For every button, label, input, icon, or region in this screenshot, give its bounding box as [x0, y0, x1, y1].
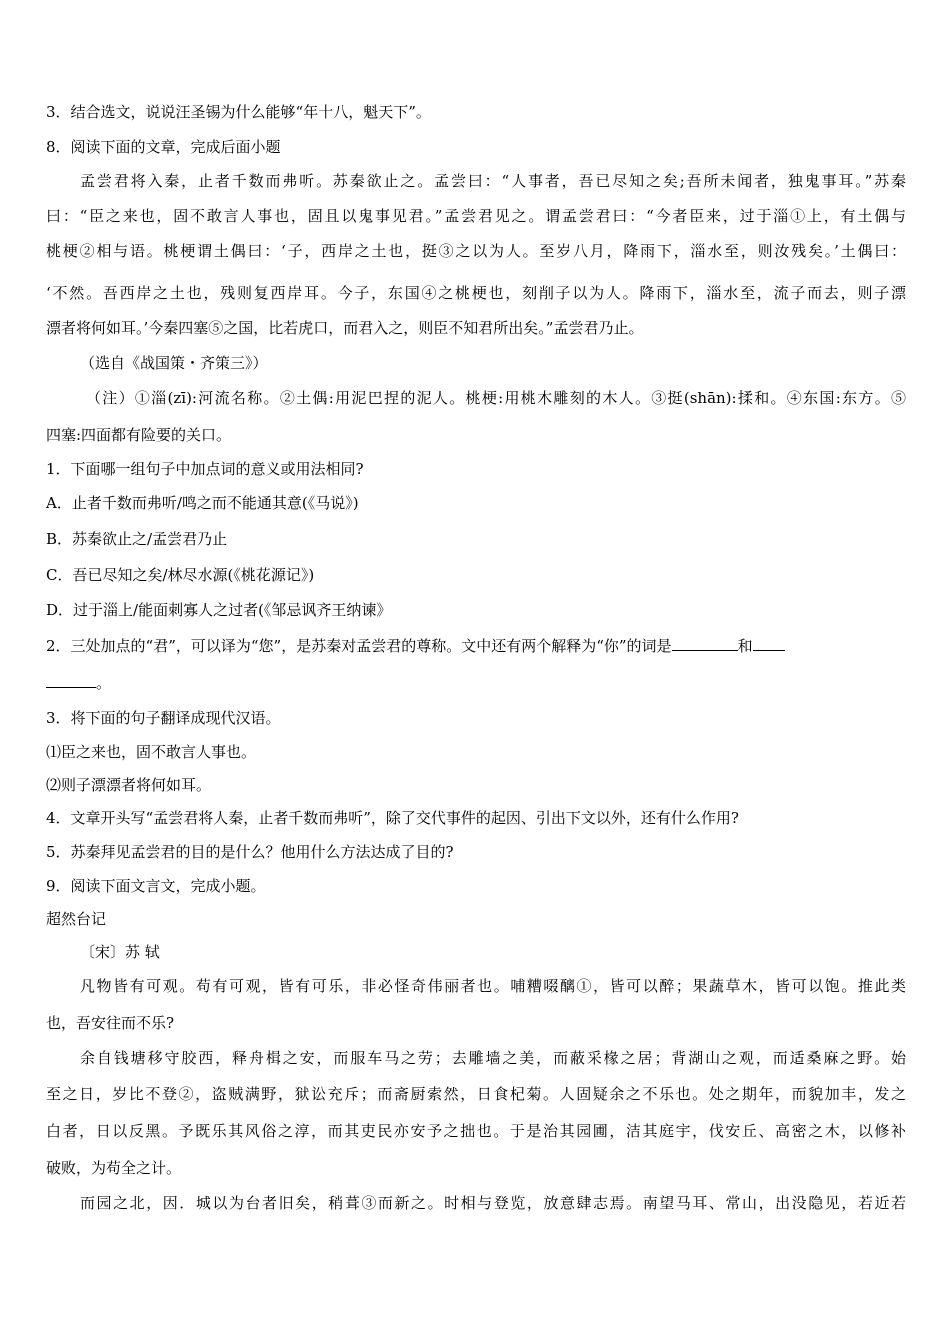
answer-blank-1[interactable]	[672, 636, 738, 651]
essay-p1-line-1: 凡物皆有可观。苟有可观，皆有可乐，非必怪奇伟丽者也。哺糟啜醨①，皆可以醉；果蔬草木，皆可以饱。推此类	[80, 977, 906, 995]
question-9-heading: 9．阅读下面文言文，完成小题。	[46, 877, 266, 895]
essay-p2-line-3: 白者，日以反黑。予既乐其风俗之淳，而其吏民亦安予之拙也。于是治其园圃，洁其庭宇，伐安丘、高密之木，以修补	[46, 1122, 906, 1140]
passage-line-4: ‘不然。吾西岸之土也，残则复西岸耳。今子，东国④之桃梗也，刻削子以为人。降雨下，淄水至，流子而去，则子漂	[46, 284, 906, 302]
essay-p1-line-2: 也，吾安往而不乐?	[46, 1014, 175, 1032]
sub-question-5: 5．苏秦拜见孟尝君的目的是什么？他用什么方法达成了目的?	[46, 843, 454, 861]
translate-item-1: ⑴臣之来也，固不敢言人事也。	[46, 743, 257, 761]
essay-title: 超然台记	[46, 910, 107, 928]
passage-line-1: 孟尝君将入秦，止者千数而弗听。苏秦欲止之。孟尝曰：“人事者，吾已尽知之矣;吾所未闻者，独鬼事耳。”苏秦	[80, 172, 906, 190]
sub-question-2-and: 和	[737, 637, 753, 655]
option-a: A．止者千数而弗听/鸣之而不能通其意(《马说》)	[46, 494, 359, 512]
essay-p2-line-2: 至之日，岁比不登②，盗贼满野，狱讼充斥；而斋厨索然，日食杞菊。人固疑余之不乐也。处之期年，而貌加丰，发之	[46, 1085, 906, 1103]
question-3-prev: 3．结合选文，说说汪圣锡为什么能够“年十八，魁天下”。	[46, 103, 431, 121]
essay-author: 〔宋〕苏 轼	[80, 943, 160, 961]
answer-blank-2-end[interactable]	[46, 673, 96, 688]
sub-question-2-cont	[46, 673, 906, 693]
sub-question-2	[46, 636, 906, 656]
passage-line-5: 漂者将何如耳。’今秦四塞⑤之国，比若虎口，而君入之，则臣不知君所出矣。”孟尝君乃止。	[46, 319, 644, 337]
option-d: D．过于淄上/能面刺寡人之过者(《邹忌讽齐王纳谏》	[46, 601, 392, 619]
essay-p2-line-1: 余自钱塘移守胶西，释舟楫之安，而服车马之劳；去雕墙之美，而蔽采椽之居；背湖山之观，而适桑麻之野。始	[80, 1049, 906, 1067]
sub-question-2-text: 2．三处加点的“君”，可以译为“您”，是苏秦对孟尝君的尊称。文中还有两个解释为“你”的词是	[46, 637, 672, 655]
option-b: B．苏秦欲止之/孟尝君乃止	[46, 530, 228, 548]
essay-p3-line-1: 而园之北，因．城以为台者旧矣，稍葺③而新之。时相与登览，放意肆志焉。南望马耳、常山，出没隐见，若近若	[80, 1194, 906, 1212]
passage-line-2: 曰：“臣之来也，固不敢言人事也，固且以鬼事见君。”孟尝君见之。谓孟尝君曰：“今者臣来，过于淄①上，有土偶与	[46, 207, 906, 225]
annotation-line-1: （注）①淄(zī):河流名称。②土偶:用泥巴捏的泥人。桃梗:用桃木雕刻的木人。③挺(shān):揉和。④东国:东方。⑤	[86, 389, 906, 407]
translate-item-2: ⑵则子漂漂者将何如耳。	[46, 776, 212, 794]
sub-question-1: 1．下面哪一组句子中加点词的意义或用法相同?	[46, 460, 364, 478]
passage-line-3: 桃梗②相与语。桃梗谓土偶曰：‘子，西岸之土也，挺③之以为人。至岁八月，降雨下，淄水至，则汝残矣。’土偶曰：	[46, 242, 906, 260]
essay-p2-line-4: 破败，为苟全之计。	[46, 1159, 182, 1177]
question-8-heading: 8．阅读下面的文章，完成后面小题	[46, 138, 281, 156]
source-citation: （选自《战国策・齐策三》）	[80, 354, 268, 372]
annotation-line-2: 四塞:四面都有险要的关口。	[46, 426, 232, 444]
sub-question-3: 3．将下面的句子翻译成现代汉语。	[46, 709, 281, 727]
sub-question-2-end: 。	[96, 674, 112, 692]
answer-blank-2-start[interactable]	[753, 636, 785, 651]
option-c: C．吾已尽知之矣/林尽水源(《桃花源记》)	[46, 566, 315, 584]
sub-question-4: 4．文章开头写“孟尝君将人秦，止者千数而弗听”，除了交代事件的起因、引出下文以外，还有什么作用?	[46, 809, 739, 827]
